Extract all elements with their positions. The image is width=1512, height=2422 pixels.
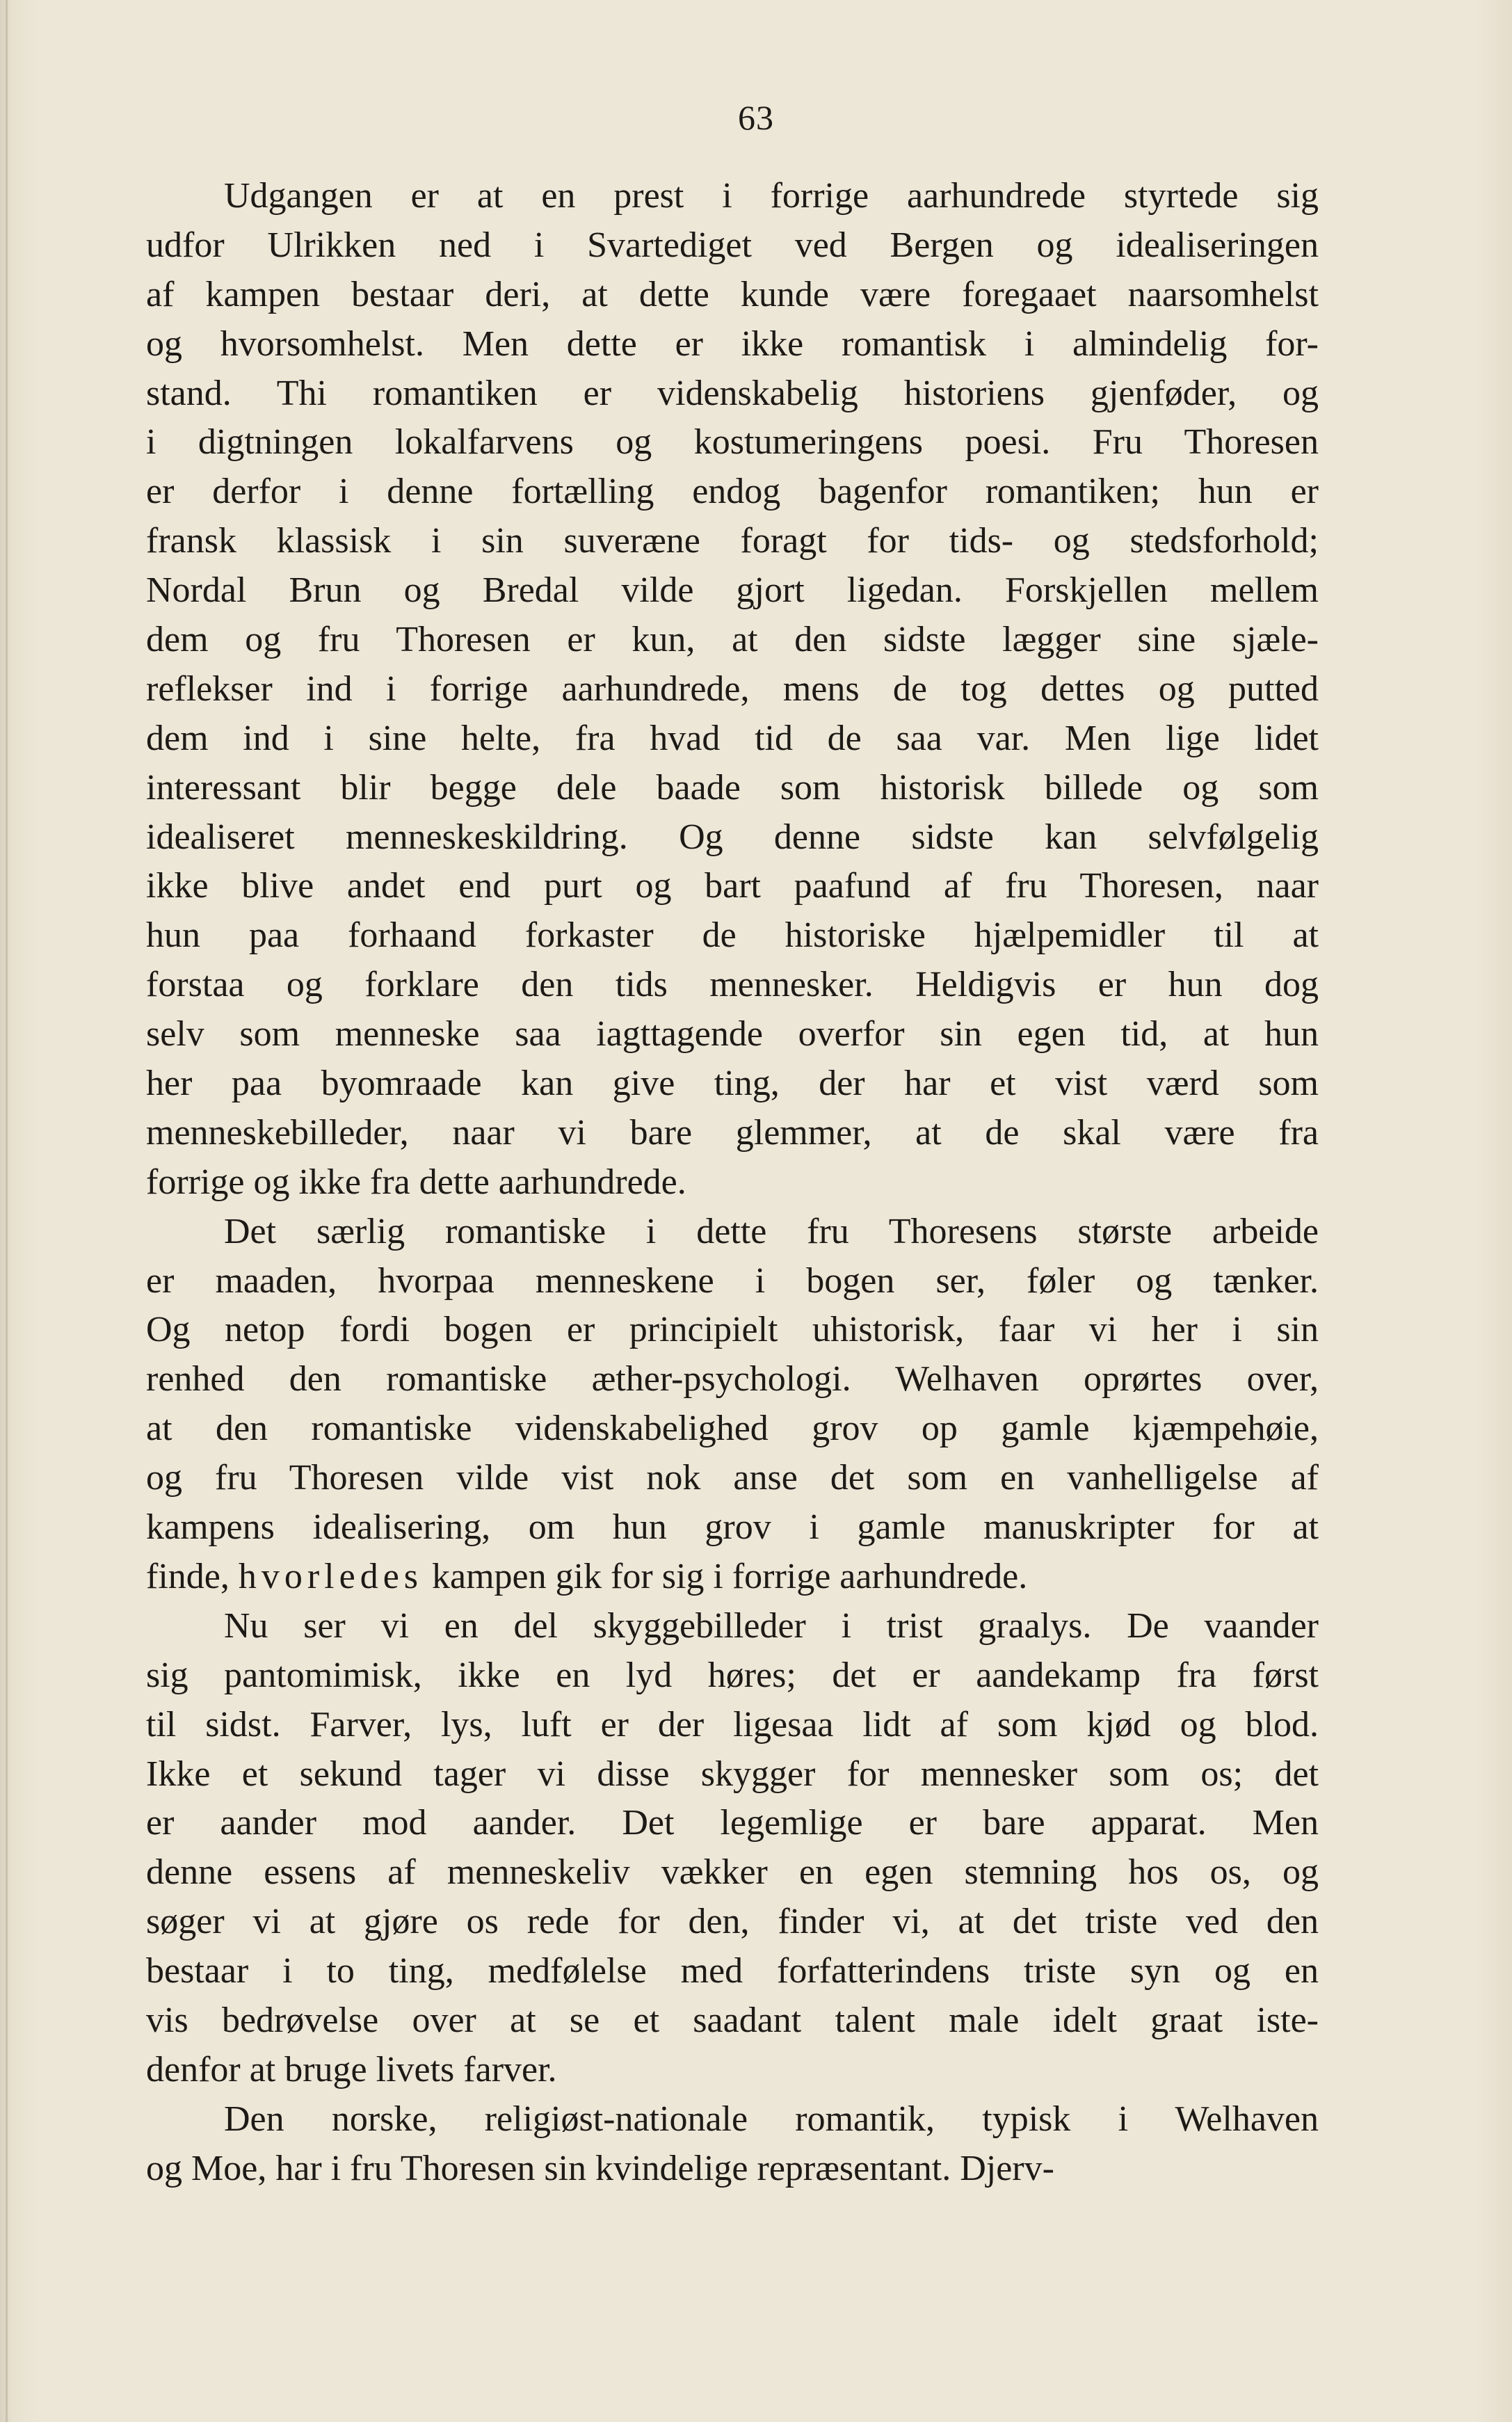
text-line: er maaden, hvorpaa menneskene i bogen ser, føler og tænker.	[146, 1260, 1319, 1301]
text-line: vis bedrøvelse over at se et saadant talent male idelt graat iste-	[146, 2000, 1319, 2040]
text-line: Den norske, religiøst-nationale romantik, typisk i Welhaven	[224, 2099, 1319, 2139]
text-line: denne essens af menneskeliv vækker en egen stemning hos os, og	[146, 1852, 1319, 1893]
text-line: forstaa og forklare den tids mennesker. Heldigvis er hun dog	[146, 965, 1319, 1005]
text-line: Nu ser vi en del skyggebilleder i trist graalys. De vaander	[224, 1605, 1319, 1646]
text-line: fransk klassisk i sin suveræne foragt for tids- og stedsforhold;	[146, 521, 1319, 561]
text-line: dem og fru Thoresen er kun, at den sidste lægger sine sjæle-	[146, 620, 1319, 660]
text-line: udfor Ulrikken ned i Svartediget ved Bergen og idealiseringen	[146, 225, 1319, 265]
text-line: selv som menneske saa iagttagende overfor sin egen tid, at hun	[146, 1014, 1319, 1054]
text-line: menneskebilleder, naar vi bare glemmer, at de skal være fra	[146, 1112, 1319, 1153]
text-line: renhed den romantiske æther-psychologi. Welhaven oprørtes over,	[146, 1359, 1319, 1400]
text-line: kampens idealisering, om hun grov i gamle manuskripter for at	[146, 1507, 1319, 1548]
text-line: til sidst. Farver, lys, luft er der ligesaa lidt af som kjød og blod.	[146, 1704, 1319, 1745]
text-line: Nordal Brun og Bredal vilde gjort ligedan. Forskjellen mellem	[146, 570, 1319, 611]
text-line: er aander mod aander. Det legemlige er bare apparat. Men	[146, 1803, 1319, 1843]
text-line: Udgangen er at en prest i forrige aarhundrede styrtede sig	[224, 176, 1319, 216]
text-line: reflekser ind i forrige aarhundrede, mens de tog dettes og putted	[146, 668, 1319, 709]
text-line: i digtningen lokalfarvens og kostumeringens poesi. Fru Thoresen	[146, 422, 1319, 463]
text-line: hun paa forhaand forkaster de historiske hjælpemidler til at	[146, 915, 1319, 956]
page-number: 63	[738, 98, 774, 137]
text-line: dem ind i sine helte, fra hvad tid de saa var. Men lige lidet	[146, 718, 1319, 758]
text-line: idealiseret menneskeskildring. Og denne sidste kan selvfølgelig	[146, 817, 1319, 857]
text-line: og fru Thoresen vilde vist nok anse det som en vanhelligelse af	[146, 1458, 1319, 1498]
text-line: forrige og ikke fra dette aarhundrede.	[146, 1162, 686, 1202]
text-line: sig pantomimisk, ikke en lyd høres; det er aandekamp fra først	[146, 1655, 1319, 1695]
text-line: at den romantiske videnskabelighed grov op gamle kjæmpehøie,	[146, 1409, 1319, 1449]
text-line: Og netop fordi bogen er principielt uhistorisk, faar vi her i sin	[146, 1310, 1319, 1350]
text-line: af kampen bestaar deri, at dette kunde være foregaaet naarsomhelst	[146, 274, 1319, 314]
text-line: interessant blir begge dele baade som historisk billede og som	[146, 767, 1319, 808]
text-line: og hvorsomhelst. Men dette er ikke romantisk i almindelig for-	[146, 323, 1319, 364]
text-line: finde, hvorledes kampen gik for sig i forrige aarhundrede.	[146, 1556, 1028, 1596]
text-line: bestaar i to ting, medfølelse med forfatterindens triste syn og en	[146, 1951, 1319, 1991]
text-line: ikke blive andet end purt og bart paafund af fru Thoresen, naar	[146, 866, 1319, 906]
text-line: søger vi at gjøre os rede for den, finder vi, at det triste ved den	[146, 1902, 1319, 1942]
text-line: her paa byomraade kan give ting, der har et vist værd som	[146, 1064, 1319, 1104]
text-line: denfor at bruge livets farver.	[146, 2049, 557, 2090]
emphasized-word: hvorledes	[238, 1556, 424, 1596]
page-gutter-edge	[6, 0, 8, 2422]
text-line: er derfor i denne fortælling endog bagenfor romantiken; hun er	[146, 472, 1319, 512]
text-line: stand. Thi romantiken er videnskabelig historiens gjenføder, og	[146, 373, 1319, 413]
body-text	[146, 172, 1319, 2194]
text-line: Det særlig romantiske i dette fru Thoresens største arbeide	[224, 1211, 1319, 1251]
text-line: og Moe, har i fru Thoresen sin kvindelige repræsentant. Djerv-	[146, 2148, 1054, 2188]
text-line: Ikke et sekund tager vi disse skygger for mennesker som os; det	[146, 1754, 1319, 1794]
